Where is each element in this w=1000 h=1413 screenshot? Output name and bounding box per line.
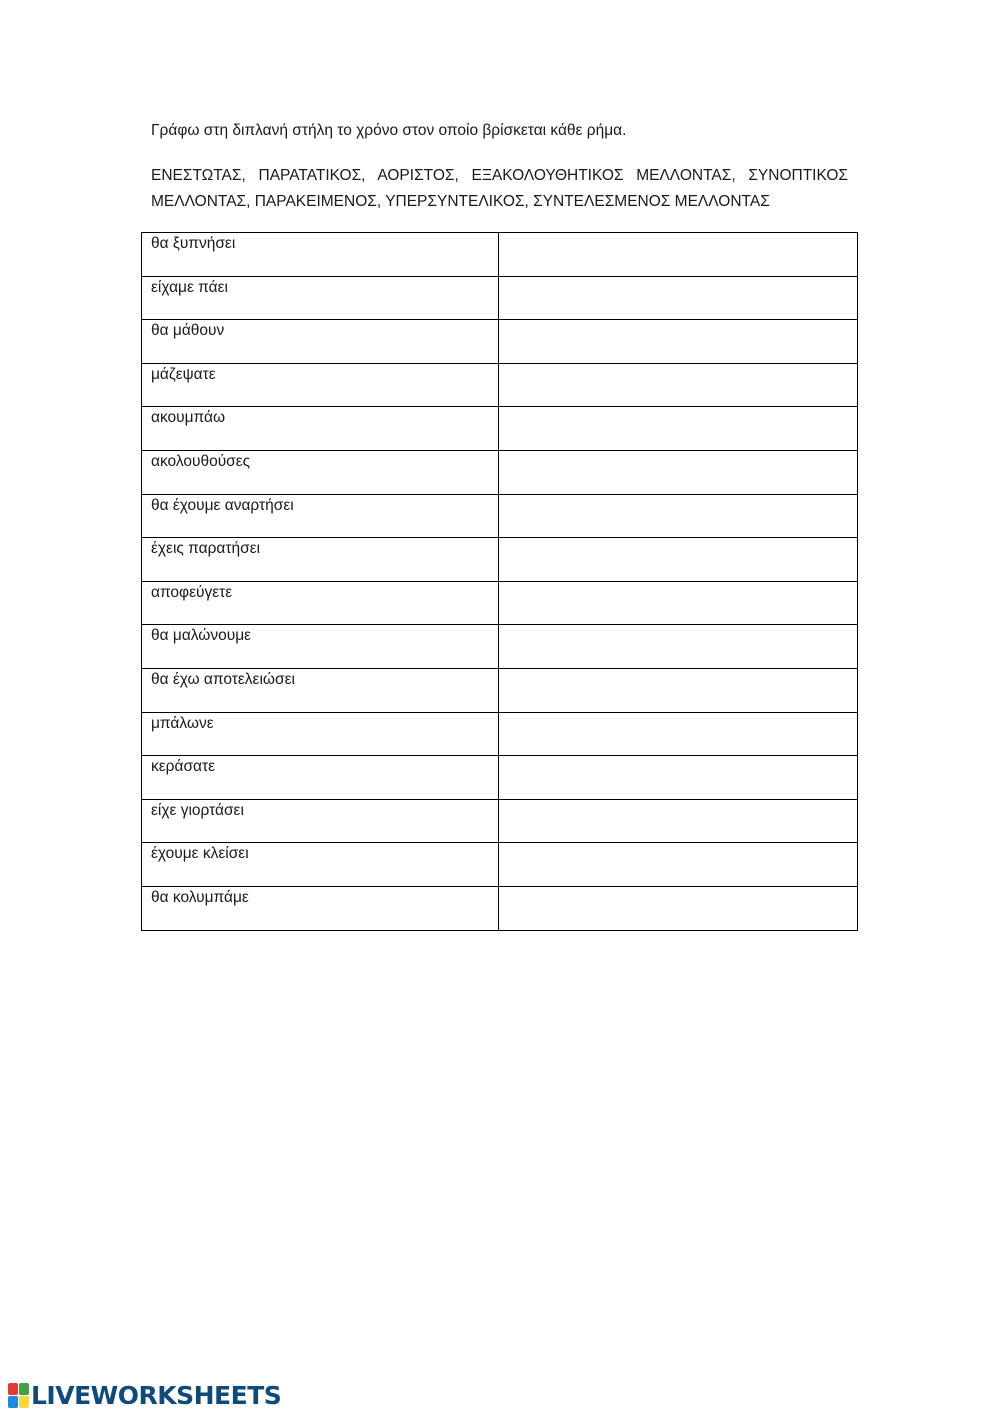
answer-input[interactable] bbox=[499, 364, 857, 407]
answer-cell bbox=[499, 233, 858, 277]
verb-cell: έχουμε κλείσει bbox=[142, 843, 499, 887]
answer-cell bbox=[499, 625, 858, 669]
verb-cell: θα ξυπνήσει bbox=[142, 233, 499, 277]
instruction-text: Γράφω στη διπλανή στήλη το χρόνο στον οποίο βρίσκεται κάθε ρήμα. bbox=[151, 122, 627, 139]
answer-input[interactable] bbox=[499, 320, 857, 363]
table-row bbox=[142, 799, 858, 843]
verb-cell: θα μάθουν bbox=[142, 320, 499, 364]
answer-cell bbox=[499, 320, 858, 364]
logo-text: LIVEWORKSHEETS bbox=[31, 1380, 282, 1410]
table-row bbox=[142, 886, 858, 930]
answer-input[interactable] bbox=[499, 451, 857, 494]
table-row bbox=[142, 668, 858, 712]
logo-block-2 bbox=[19, 1383, 29, 1395]
table-row bbox=[142, 363, 858, 407]
verb-cell: θα έχουμε αναρτήσει bbox=[142, 494, 499, 538]
table-row bbox=[142, 756, 858, 800]
answer-input[interactable] bbox=[499, 277, 857, 320]
verb-cell: ακουμπάω bbox=[142, 407, 499, 451]
table-row bbox=[142, 494, 858, 538]
answer-input[interactable] bbox=[499, 843, 857, 886]
answer-cell bbox=[499, 886, 858, 930]
answer-input[interactable] bbox=[499, 233, 857, 276]
answer-cell bbox=[499, 799, 858, 843]
tense-list: ΕΝΕΣΤΩΤΑΣ, ΠΑΡΑΤΑΤΙΚΟΣ, ΑΟΡΙΣΤΟΣ, ΕΞΑΚΟΛΟΥΘΗΤΙΚΟΣ ΜΕΛΛΟΝΤΑΣ, ΣΥΝΟΠΤΙΚΟΣ ΜΕΛΛΟΝΤΑΣ, ΠΑΡΑΚΕΙΜΕΝΟΣ, ΥΠΕΡΣΥΝΤΕΛΙΚΟΣ, ΣΥΝΤΕΛΕΣΜΕΝΟΣ ΜΕΛΛΟΝΤΑΣ bbox=[151, 167, 848, 210]
answer-cell bbox=[499, 450, 858, 494]
logo-block-1 bbox=[8, 1383, 18, 1395]
table-row bbox=[142, 450, 858, 494]
verb-cell: θα κολυμπάμε bbox=[142, 886, 499, 930]
table-row bbox=[142, 625, 858, 669]
table-row bbox=[142, 843, 858, 887]
answer-cell bbox=[499, 581, 858, 625]
verb-cell: είχαμε πάει bbox=[142, 276, 499, 320]
answer-cell bbox=[499, 407, 858, 451]
table-body bbox=[142, 233, 858, 931]
verb-cell: αποφεύγετε bbox=[142, 581, 499, 625]
verb-cell: θα μαλώνουμε bbox=[142, 625, 499, 669]
verb-cell: είχε γιορτάσει bbox=[142, 799, 499, 843]
table-row bbox=[142, 581, 858, 625]
answer-input[interactable] bbox=[499, 538, 857, 581]
table-row bbox=[142, 233, 858, 277]
table-row bbox=[142, 712, 858, 756]
liveworksheets-logo bbox=[8, 1381, 281, 1409]
table-row bbox=[142, 407, 858, 451]
answer-input[interactable] bbox=[499, 887, 857, 930]
answer-input[interactable] bbox=[499, 582, 857, 625]
verb-cell: θα έχω αποτελειώσει bbox=[142, 668, 499, 712]
verb-cell: έχεις παρατήσει bbox=[142, 538, 499, 582]
verb-cell: μπάλωνε bbox=[142, 712, 499, 756]
answer-input[interactable] bbox=[499, 713, 857, 756]
answer-cell bbox=[499, 363, 858, 407]
answer-input[interactable] bbox=[499, 495, 857, 538]
answer-input[interactable] bbox=[499, 669, 857, 712]
table-row bbox=[142, 538, 858, 582]
logo-block-3 bbox=[8, 1396, 18, 1408]
verb-cell: μάζεψατε bbox=[142, 363, 499, 407]
logo-block-4 bbox=[19, 1396, 29, 1408]
answer-input[interactable] bbox=[499, 756, 857, 799]
answer-input[interactable] bbox=[499, 407, 857, 450]
verb-tense-table bbox=[141, 232, 858, 931]
answer-cell bbox=[499, 494, 858, 538]
table-row bbox=[142, 276, 858, 320]
logo-blocks-icon bbox=[8, 1383, 29, 1408]
verb-cell: κεράσατε bbox=[142, 756, 499, 800]
answer-cell bbox=[499, 756, 858, 800]
table-row bbox=[142, 320, 858, 364]
answer-cell bbox=[499, 538, 858, 582]
answer-cell bbox=[499, 668, 858, 712]
answer-cell bbox=[499, 276, 858, 320]
answer-input[interactable] bbox=[499, 625, 857, 668]
verb-cell: ακολουθούσες bbox=[142, 450, 499, 494]
answer-input[interactable] bbox=[499, 800, 857, 843]
answer-cell bbox=[499, 712, 858, 756]
answer-cell bbox=[499, 843, 858, 887]
